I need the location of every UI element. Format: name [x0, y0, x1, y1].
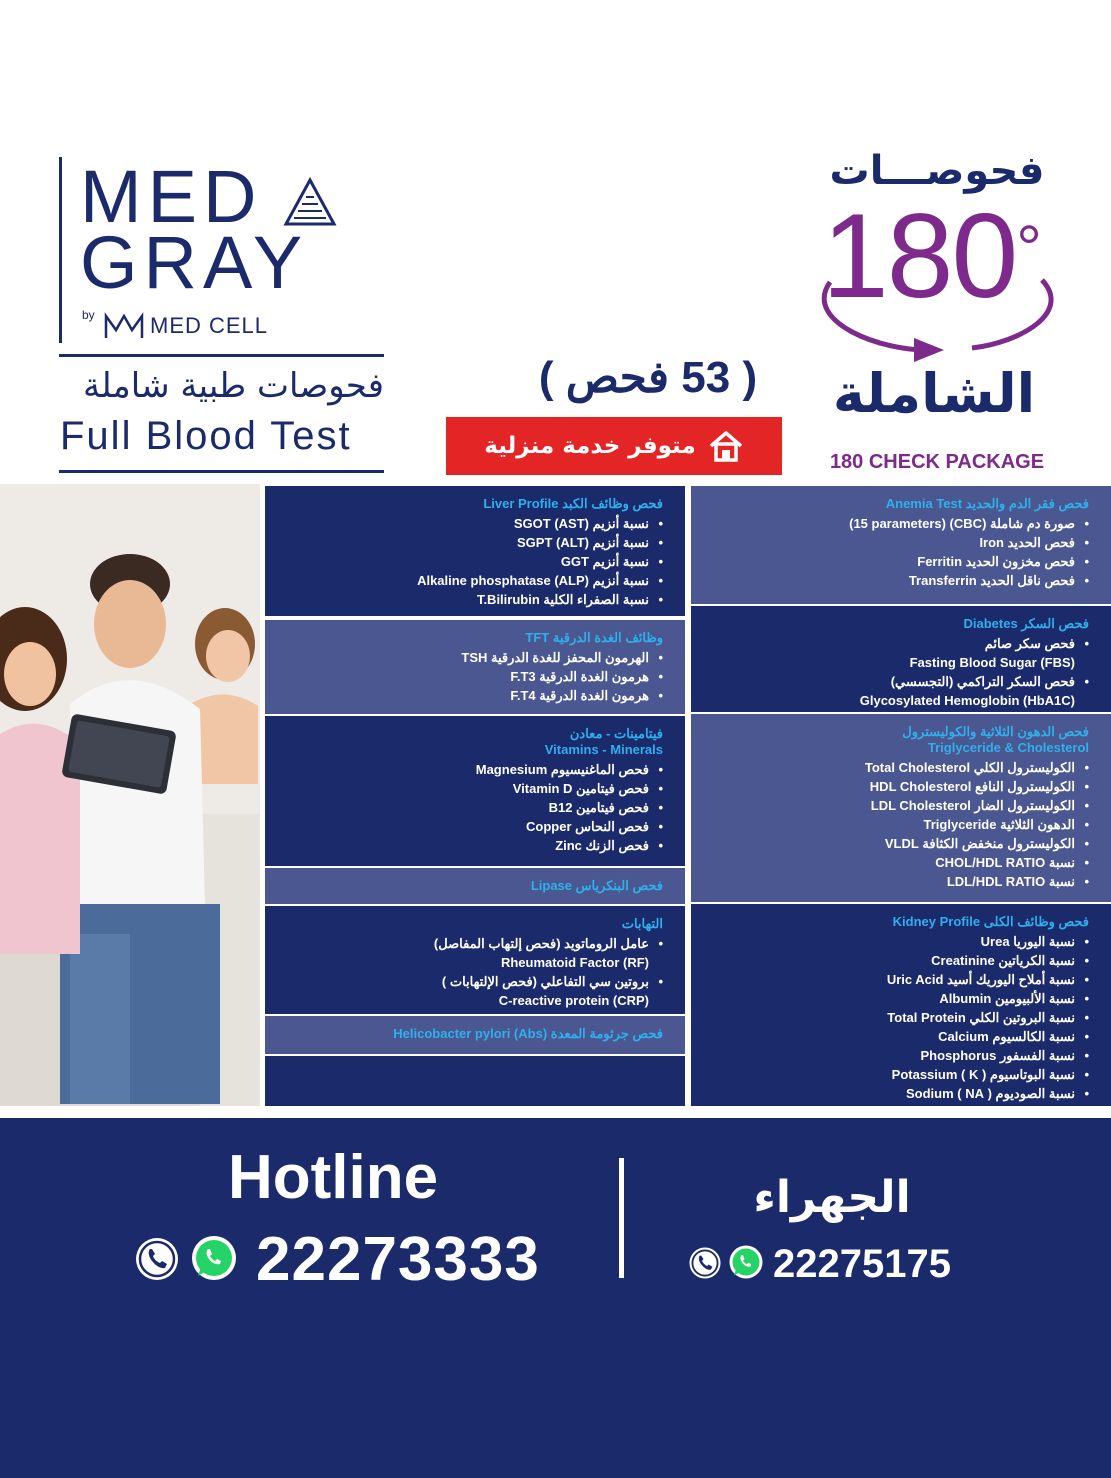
list-item: • نسبة الصوديوم ( Sodium ( NA	[705, 1084, 1089, 1103]
panel-diabetes-title: فحص السكر Diabetes	[963, 616, 1089, 631]
family-tablet-illustration	[0, 484, 260, 1106]
panel-anemia-list	[705, 514, 1089, 590]
logo-triangle-icon	[280, 174, 340, 226]
panel-hpylori-title: فحص جرثومة المعدة Helicobacter pylori (Abs)	[393, 1026, 663, 1041]
medcell-mark-icon	[104, 312, 144, 340]
panel-kidney	[691, 904, 1111, 1106]
panel-lipase	[265, 868, 685, 904]
list-item: • فحص مخزون الحديد Ferritin	[705, 552, 1089, 571]
parent-logo-text: MED CELL	[150, 313, 269, 338]
list-item: Glycosylated Hemoglobin (HbA1C)	[859, 693, 1075, 708]
package-name: 180 CHECK PACKAGE	[829, 451, 1045, 473]
panel-kidney-list	[705, 932, 1089, 1103]
panel-thyroid-list	[279, 648, 663, 705]
branch-number[interactable]: 22275175	[773, 1242, 951, 1286]
panel-liver-list	[279, 514, 663, 609]
list-item: • الكوليسترول الضار LDL Cholesterol	[705, 796, 1089, 815]
list-item: • نسبة CHOL/HDL RATIO	[705, 853, 1089, 872]
logo-line-2: GRAY	[80, 221, 309, 304]
list-item: • فحص السكر التراكمي (التجسسي)	[705, 672, 1089, 691]
logo-by: by	[82, 308, 95, 322]
panel-inflammation	[265, 906, 685, 1014]
hotline-label: Hotline	[228, 1143, 439, 1212]
family-photo	[0, 484, 260, 1106]
panel-cholesterol-title: فحص الدهون الثلاثية والكوليسترول	[902, 724, 1089, 739]
panel-lipase-title: فحص البنكرياس Lipase	[530, 878, 663, 893]
panel-inflammation-list	[279, 934, 663, 1010]
footer	[0, 1118, 1111, 1478]
panel-anemia-title: فحص فقر الدم والحديد Anemia Test	[885, 496, 1089, 511]
title-arabic: فحوصات طبية شاملة	[83, 366, 384, 406]
list-item: • فحص ناقل الحديد Transferrin	[705, 571, 1089, 590]
list-item: • فحص الماغنيسيوم Magnesium	[279, 760, 663, 779]
list-item: • بروتين سي التفاعلي (فحص الإلتهابات )	[279, 972, 663, 991]
list-item: Fasting Blood Sugar (FBS)	[909, 655, 1075, 670]
degree-mark: °	[1016, 212, 1040, 284]
list-item: • نسبة أنزيم GGT	[279, 552, 663, 571]
panel-hpylori	[265, 1016, 685, 1054]
logo-wordmark	[80, 155, 309, 304]
hotline-number[interactable]: 22273333	[256, 1225, 540, 1294]
list-item: • نسبة اليوريا Urea	[705, 932, 1089, 951]
phone-icon[interactable]	[134, 1236, 180, 1282]
list-item: Rheumatoid Factor (RF)	[500, 955, 649, 970]
footer-separator	[619, 1158, 624, 1278]
list-item: • نسبة LDL/HDL RATIO	[705, 872, 1089, 891]
list-item: • نسبة أنزيم (SGPT (ALT	[279, 533, 663, 552]
branch-name: الجهراء	[753, 1172, 911, 1223]
list-item: • نسبة أنزيم (SGOT (AST	[279, 514, 663, 533]
panel-vitamins-subtitle: Vitamins - Minerals	[544, 742, 663, 757]
comprehensive-title: الشاملة	[832, 362, 1036, 425]
list-item: • نسبة البروتين الكلي Total Protein	[705, 1008, 1089, 1027]
list-item: • نسبة الألبيومين Albumin	[705, 989, 1089, 1008]
footer-divider	[0, 1106, 1111, 1118]
parent-logo	[104, 312, 268, 340]
test-count: ( 53 فحص )	[538, 353, 758, 402]
title-english: Full Blood Test	[60, 414, 352, 458]
list-item: • فحص الزنك Zinc	[279, 836, 663, 855]
panel-thyroid-title: وظائف الغدة الدرقية TFT	[525, 630, 663, 645]
list-item: • فحص الحديد Iron	[705, 533, 1089, 552]
list-item: • الدهون الثلاثية Triglyceride	[705, 815, 1089, 834]
panel-cholesterol-list	[705, 758, 1089, 891]
rule-top	[59, 354, 384, 357]
panel-cholesterol	[691, 714, 1111, 902]
list-item: • نسبة أنزيم (Alkaline phosphatase (ALP	[279, 571, 663, 590]
list-item: • فحص النحاس Copper	[279, 817, 663, 836]
panel-anemia	[691, 486, 1111, 604]
list-item: C-reactive protein (CRP)	[498, 993, 649, 1008]
logo-bar	[59, 157, 62, 343]
list-item: • الكوليسترول النافع HDL Cholesterol	[705, 777, 1089, 796]
panel-inflammation-title: التهابات	[621, 916, 663, 931]
home-service-banner	[446, 417, 782, 475]
rule-bottom	[59, 470, 384, 473]
list-item: • هرمون الغدة الدرقية F.T4	[279, 686, 663, 705]
degree-value: 180	[822, 189, 1017, 323]
whatsapp-icon[interactable]	[728, 1244, 764, 1280]
house-icon	[708, 428, 744, 464]
list-item: • نسبة الصفراء الكلية T.Bilirubin	[279, 590, 663, 609]
panel-diabetes	[691, 606, 1111, 712]
degree-number	[822, 189, 1040, 323]
panel-diabetes-list	[705, 634, 1089, 710]
panel-kidney-title: فحص وظائف الكلى Kidney Profile	[892, 914, 1089, 929]
list-item: • نسبة الفسفور Phosphorus	[705, 1046, 1089, 1065]
panel-filler	[265, 1056, 685, 1106]
panel-vitamins-title: فيتامينات - معادن	[569, 726, 663, 741]
list-item: • فحص سكر صائم	[705, 634, 1089, 653]
list-item: • نسبة أملاح اليوريك أسيد Uric Acid	[705, 970, 1089, 989]
panel-liver	[265, 486, 685, 616]
panel-vitamins	[265, 716, 685, 866]
list-item: • نسبة الكالسيوم Calcium	[705, 1027, 1089, 1046]
whatsapp-icon[interactable]	[190, 1234, 238, 1282]
phone-icon[interactable]	[688, 1246, 722, 1280]
list-item: • الكوليسترول منخفض الكثافة VLDL	[705, 834, 1089, 853]
panel-liver-title: فحص وظائف الكبد Liver Profile	[483, 496, 663, 511]
list-item: • الهرمون المحفز للغدة الدرقية TSH	[279, 648, 663, 667]
logo-line-1: MED	[80, 155, 263, 238]
panel-thyroid	[265, 620, 685, 714]
panel-cholesterol-subtitle: Triglyceride & Cholesterol	[927, 740, 1089, 755]
list-item: • الكوليسترول الكلي Total Cholesterol	[705, 758, 1089, 777]
list-item: • هرمون الغدة الدرقية F.T3	[279, 667, 663, 686]
panel-vitamins-list	[279, 760, 663, 855]
list-item: • نسبة الكرياتين Creatinine	[705, 951, 1089, 970]
list-item: • نسبة البوتاسيوم ( Potassium ( K	[705, 1065, 1089, 1084]
home-service-label: متوفر خدمة منزلية	[484, 433, 696, 459]
list-item: • صورة دم شاملة (CBC) (15 parameters)	[705, 514, 1089, 533]
list-item: • فحص فيتامين B12	[279, 798, 663, 817]
list-item: • فحص فيتامين Vitamin D	[279, 779, 663, 798]
checks-title: فحوصـــات	[829, 148, 1045, 194]
list-item: • عامل الروماتويد (فحص إلتهاب المفاصل)	[279, 934, 663, 953]
